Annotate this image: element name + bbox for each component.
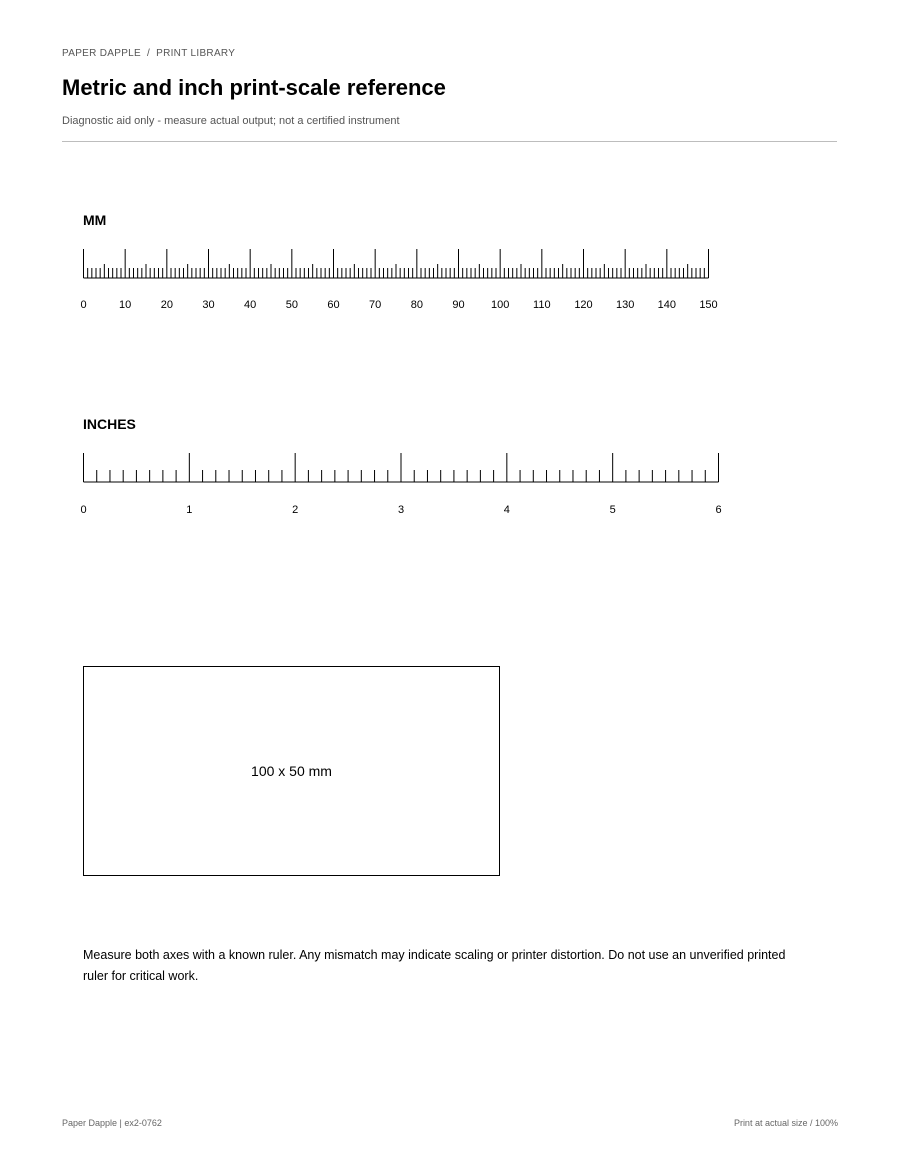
page-subtitle: Diagnostic aid only - measure actual output; not a certified instrument xyxy=(62,115,400,127)
breadcrumb-item-library[interactable]: PRINT LIBRARY xyxy=(156,48,236,59)
page-title: Metric and inch print-scale reference xyxy=(62,75,446,100)
calibration-box-label: 100 x 50 mm xyxy=(251,763,332,779)
header-divider xyxy=(62,141,837,142)
inch-ruler xyxy=(0,445,760,525)
mm-tick-label: 80 xyxy=(410,299,423,311)
mm-tick-label: 130 xyxy=(615,299,635,311)
inch-ruler-label: INCHES xyxy=(83,416,136,432)
mm-tick-label: 20 xyxy=(160,299,173,311)
mm-tick-label: 70 xyxy=(369,299,382,311)
mm-tick-label: 150 xyxy=(699,299,718,311)
mm-tick-label: 100 xyxy=(490,299,510,311)
footer-document-id: Paper Dapple | ex2-0762 xyxy=(62,1118,162,1128)
breadcrumb xyxy=(62,48,235,59)
calibration-box xyxy=(83,666,500,876)
inch-tick-label: 5 xyxy=(609,504,616,516)
measurement-note: Measure both axes with a known ruler. Any mismatch may indicate scaling or printer distortion. Do not use an unverified printed ruler for critical work. xyxy=(83,948,786,983)
mm-tick-label: 120 xyxy=(574,299,593,311)
mm-ruler xyxy=(0,240,760,320)
inch-tick-label: 1 xyxy=(186,504,193,516)
mm-tick-label: 50 xyxy=(285,299,298,311)
mm-tick-label: 60 xyxy=(327,299,340,311)
mm-tick-label: 10 xyxy=(119,299,132,311)
mm-tick-label: 110 xyxy=(533,299,551,311)
inch-tick-label: 2 xyxy=(292,504,299,516)
inch-tick-label: 6 xyxy=(715,504,722,516)
mm-tick-label: 0 xyxy=(80,299,87,311)
mm-tick-label: 140 xyxy=(657,299,677,311)
mm-tick-label: 30 xyxy=(202,299,215,311)
footer-print-instruction: Print at actual size / 100% xyxy=(733,1118,838,1128)
mm-tick-label: 90 xyxy=(452,299,465,311)
inch-tick-label: 3 xyxy=(397,504,405,516)
inch-tick-label: 4 xyxy=(503,504,510,516)
breadcrumb-separator: / xyxy=(147,48,151,59)
inch-tick-label: 0 xyxy=(80,504,87,516)
mm-tick-label: 40 xyxy=(244,299,257,311)
breadcrumb-item-brand[interactable]: PAPER DAPPLE xyxy=(62,48,142,59)
mm-ruler-label: MM xyxy=(83,212,107,228)
